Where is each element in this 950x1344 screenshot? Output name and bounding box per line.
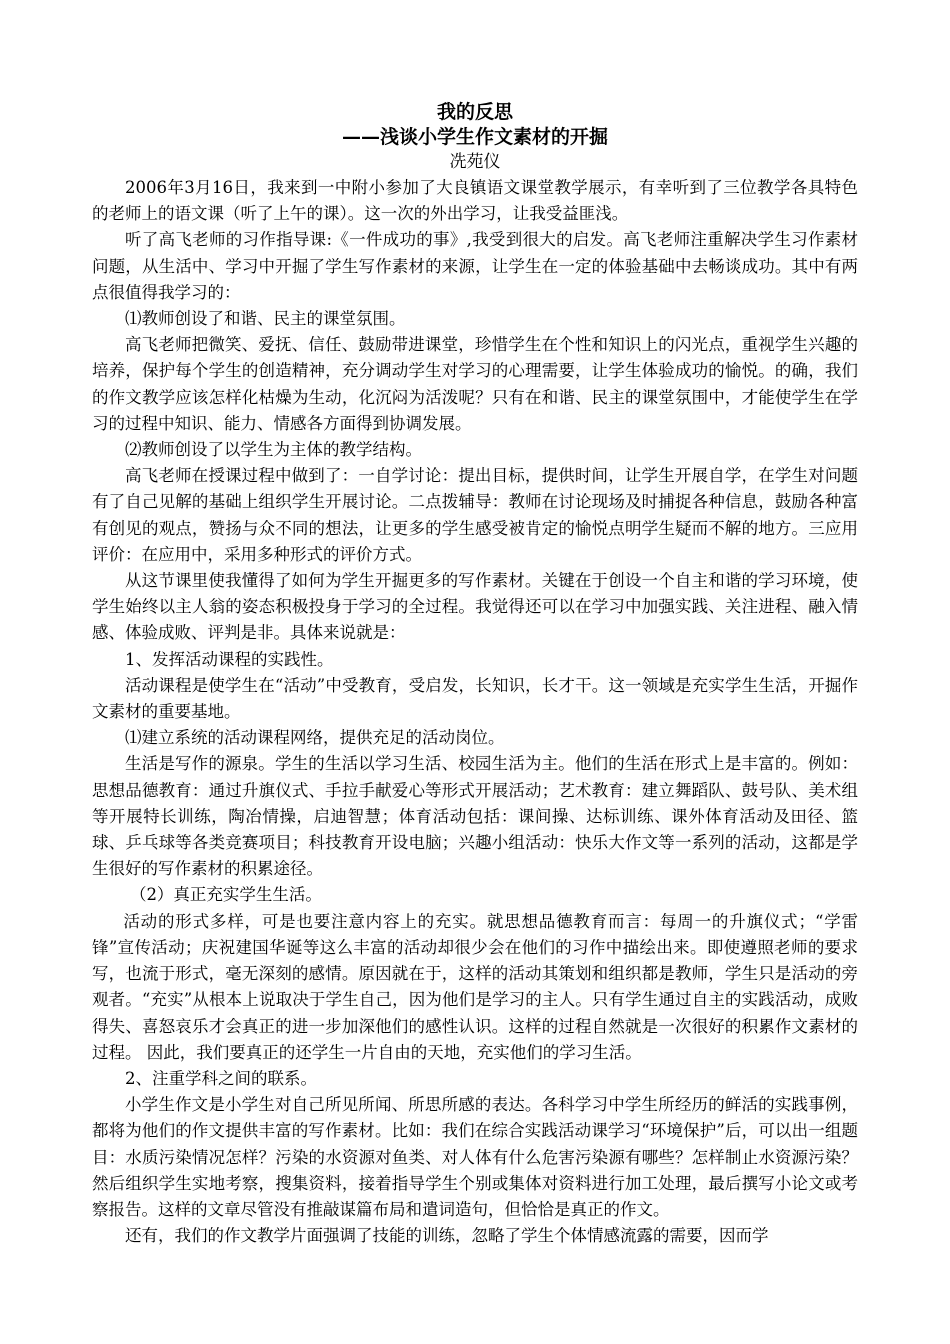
paragraph: 从这节课里使我懂得了如何为学生开掘更多的写作素材。关键在于创设一个自主和谐的学习环境，使学生始终以主人翁的姿态积极投身于学习的全过程。我觉得还可以在学习中加强实践、关注进程、融入情感、体验成败、评判是非。具体来说就是： xyxy=(92,571,858,643)
section-heading: ⑵教师创设了以学生为主体的教学结构。 xyxy=(125,440,422,460)
document-author: 冼苑仪 xyxy=(449,152,501,172)
paragraph: 听了高飞老师的习作指导课:《一件成功的事》,我受到很大的启发。高飞老师注重解决学生习作素材问题，从生活中、学习中开掘了学生写作素材的来源，让学生在一定的体验基础中去畅谈成功。其中有两点很值得我学习的： xyxy=(92,230,858,302)
document-subtitle: ——浅谈小学生作文素材的开掘 xyxy=(341,126,608,148)
paragraph: 活动课程是使学生在“活动”中受教育，受启发，长知识，长才干。这一领域是充实学生生活，开掘作文素材的重要基地。 xyxy=(92,675,858,722)
document-title: 我的反思 xyxy=(436,101,513,123)
section-heading: ⑴建立系统的活动课程网络，提供充足的活动岗位。 xyxy=(125,728,505,748)
section-heading: 1、发挥活动课程的实践性。 xyxy=(125,649,334,669)
section-heading: ⑴教师创设了和谐、民主的课堂氛围。 xyxy=(125,309,406,329)
section-heading: （2）真正充实学生生活。 xyxy=(129,885,322,905)
paragraph: 还有，我们的作文教学片面强调了技能的训练，忽略了学生个体情感流露的需要，因而学 xyxy=(125,1226,769,1246)
paragraph: 活动的形式多样，可是也要注意内容上的充实。就思想品德教育而言：每周一的升旗仪式；“学雷锋”宣传活动；庆祝建国华诞等这么丰富的活动却很少会在他们的习作中描绘出来。即使遵照老师的要求写，也流于形式，毫无深刻的感情。原因就在于，这样的活动其策划和组织都是教师，学生只是活动的旁观者。“充实”从根本上说取决于学生自己，因为他们是学习的主人。只有学生通过自主的实践活动，成败得失、喜怒哀乐才会真正的进一步加深他们的感性认识。这样的过程自然就是一次很好的积累作文素材的过程。 因此，我们要真正的还学生一片自由的天地，充实他们的学习生活。 xyxy=(92,911,858,1062)
paragraph: 2006年3月16日，我来到一中附小参加了大良镇语文课堂教学展示，有幸听到了三位教学各具特色的老师上的语文课（听了上午的课）。这一次的外出学习，让我受益匪浅。 xyxy=(92,178,858,224)
paragraph: 生活是写作的源泉。学生的生活以学习生活、校园生活为主。他们的生活在形式上是丰富的。例如：思想品德教育：通过升旗仪式、手拉手献爱心等形式开展活动；艺术教育：建立舞蹈队、鼓号队、美术组等开展特长训练，陶冶情操，启迪智慧；体育活动包括：课间操、达标训练、课外体育活动及田径、篮球、乒乓球等各类竞赛项目；科技教育开设电脑；兴趣小组活动：快乐大作文等一系列的活动，这都是学生很好的写作素材的积累途径。 xyxy=(92,754,858,879)
paragraph: 高飞老师在授课过程中做到了：一自学讨论：提出目标，提供时间，让学生开展自学，在学生对问题有了自己见解的基础上组织学生开展讨论。二点拨辅导：教师在讨论现场及时捕捉各种信息，鼓励各种富有创见的观点，赞扬与众不同的想法，让更多的学生感受被肯定的愉悦点明学生疑而不解的地方。三应用评价：在应用中，采用多种形式的评价方式。 xyxy=(92,466,858,564)
paragraph: 小学生作文是小学生对自己所见所闻、所思所感的表达。各科学习中学生所经历的鲜活的实践事例，都将为他们的作文提供丰富的写作素材。比如：我们在综合实践活动课学习“环境保护”后，可以出一组题目：水质污染情况怎样？污染的水资源对鱼类、对人体有什么危害污染源有哪些？怎样制止水资源污染？然后组织学生实地考察，搜集资料，接着指导学生个别或集体对资料进行加工处理，最后撰写小论文或考察报告。这样的文章尽管没有推敲谋篇布局和遣词造句，但恰恰是真正的作文。 xyxy=(92,1095,858,1219)
section-heading: 2、注重学科之间的联系。 xyxy=(125,1068,317,1088)
paragraph: 高飞老师把微笑、爱抚、信任、鼓励带进课堂，珍惜学生在个性和知识上的闪光点，重视学生兴趣的培养，保护每个学生的创造精神，充分调动学生对学习的心理需要，让学生体验成功的愉悦。的确，我们的作文教学应该怎样化枯燥为生动，化沉闷为活泼呢？只有在和谐、民主的课堂氛围中，才能使学生在学习的过程中知识、能力、情感各方面得到协调发展。 xyxy=(92,335,858,433)
document-body xyxy=(92,175,858,1249)
